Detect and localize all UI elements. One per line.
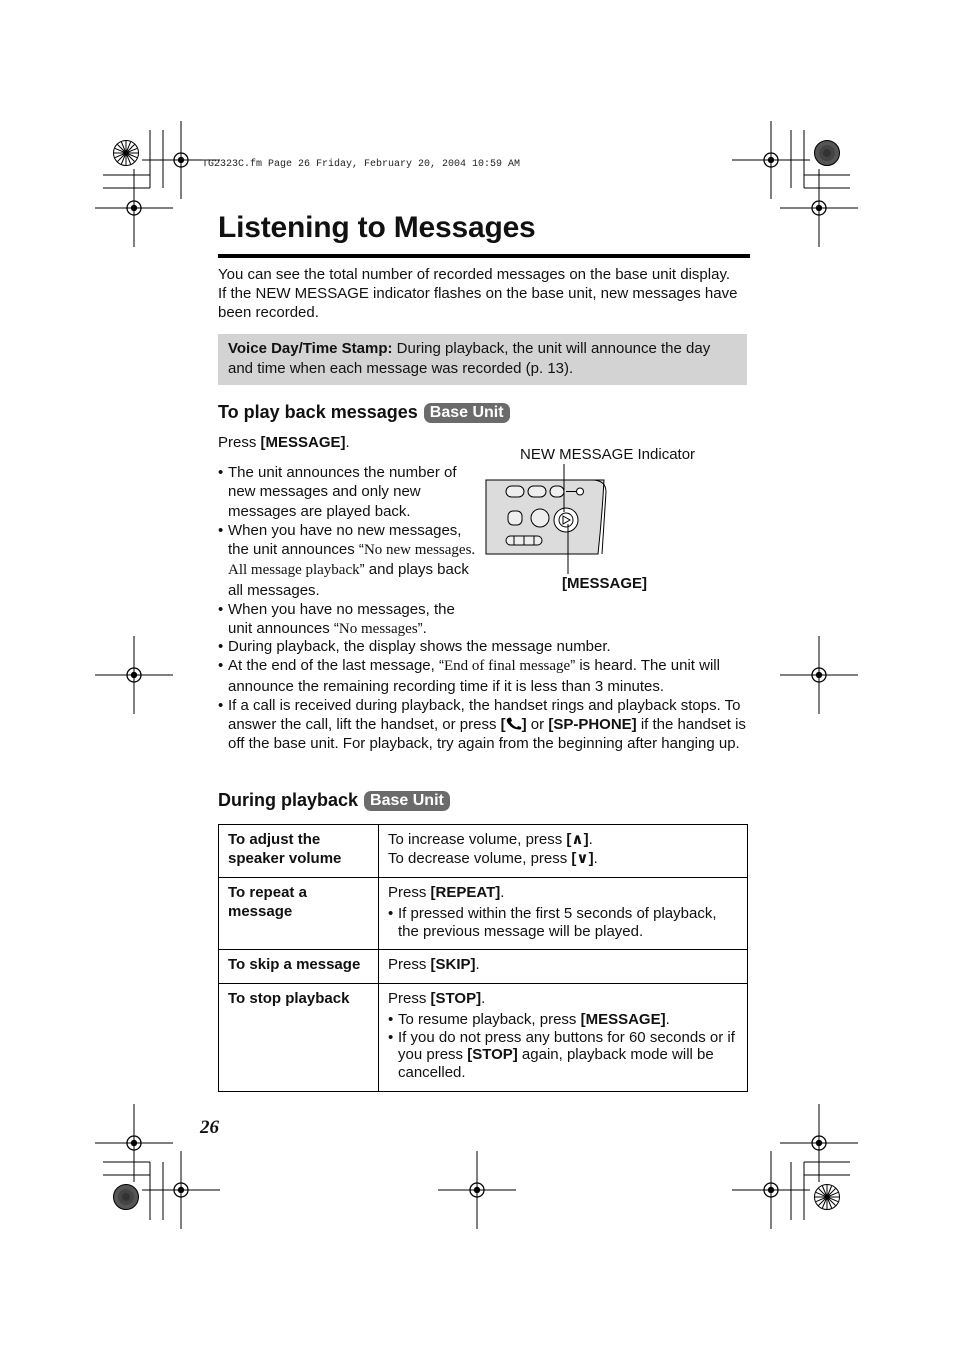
cell-text: To decrease volume, press <box>388 850 572 867</box>
table-row <box>219 878 748 950</box>
cell-text: To increase volume, press <box>388 831 567 848</box>
bracket: ] <box>521 716 527 734</box>
base-unit-badge: Base Unit <box>424 403 510 423</box>
bracket: [ <box>500 716 506 734</box>
registration-target-icon <box>114 141 139 166</box>
crosshair-icon <box>780 636 858 714</box>
press-message-instruction <box>218 434 350 451</box>
crosshair-icon <box>780 169 858 247</box>
row-content <box>379 984 748 1092</box>
note-label: Voice Day/Time Stamp: <box>228 340 393 357</box>
bullet-text: ”. <box>417 620 427 638</box>
cell-text: To resume playback, press <box>398 1011 581 1028</box>
bullet-text: The unit announces the number of new messages and only new messages are played back. <box>228 464 457 520</box>
repeat-key: [REPEAT] <box>430 884 501 901</box>
crosshair-icon <box>732 1151 810 1229</box>
crosshair-icon <box>780 1104 858 1182</box>
table-row <box>219 984 748 1092</box>
base-unit-illustration <box>484 462 614 574</box>
period: . <box>665 1011 670 1028</box>
list-item <box>218 637 748 656</box>
bullet-text: If a call is received during playback, the handset rings and playback stops. To answer the call, lift the handset, or press <box>228 696 741 734</box>
cell-text: If you do not press any buttons for 60 seconds or if you press <box>398 1028 735 1063</box>
phone-handset-icon <box>506 717 522 730</box>
cell-text: Press <box>388 884 431 901</box>
row-label: To stop playback <box>219 984 379 1092</box>
list-item <box>218 696 748 754</box>
bullet-text: At the end of the last message, “ <box>228 657 444 675</box>
row-label: To repeat a message <box>219 878 379 950</box>
voice-prompt: No new messages. All message playback <box>228 542 476 579</box>
playback-table <box>218 824 748 1092</box>
table-row <box>219 950 748 984</box>
cell-text: Press <box>388 990 431 1007</box>
registration-target-icon <box>815 141 840 166</box>
bullet-text: or <box>526 716 549 734</box>
volume-up-key: [∧] <box>566 831 589 848</box>
row-content <box>379 825 748 878</box>
list-item <box>388 1029 738 1082</box>
crosshair-icon <box>142 1151 220 1229</box>
row-content <box>379 950 748 984</box>
bullet-list-upper <box>218 463 476 640</box>
bullet-text: When you have no new messages, the unit announces “ <box>228 521 462 559</box>
page-number: 26 <box>200 1117 219 1138</box>
title-rule <box>218 254 750 258</box>
new-message-indicator-label: NEW MESSAGE Indicator <box>520 446 696 463</box>
crosshair-icon <box>95 636 173 714</box>
note-text <box>228 339 733 379</box>
press-text: Press <box>218 434 261 451</box>
base-unit-badge: Base Unit <box>364 791 450 811</box>
bullet-text: if the handset is off the base unit. For playback, try again from the beginning after hanging up. <box>228 716 746 753</box>
period: . <box>475 956 480 973</box>
period: . <box>345 434 350 451</box>
page-title: Listening to Messages <box>218 211 536 244</box>
crosshair-icon <box>95 169 173 247</box>
registration-target-icon <box>815 1185 840 1210</box>
voice-stamp-note <box>218 334 747 385</box>
sub-list <box>388 1011 738 1081</box>
period: . <box>481 990 486 1007</box>
skip-key: [SKIP] <box>430 956 476 973</box>
cell-text: again, playback mode will be cancelled. <box>398 1046 714 1081</box>
section-heading-text: During playback <box>218 790 359 810</box>
voice-prompt: End of final message <box>443 658 571 675</box>
bullet-list-lower <box>218 637 748 754</box>
message-button-label: [MESSAGE] <box>562 575 648 592</box>
sp-phone-key: [SP-PHONE] <box>548 716 637 734</box>
row-content <box>379 878 748 950</box>
crosshair-icon <box>732 121 810 199</box>
crosshair-icon <box>438 1151 516 1229</box>
list-item: • If pressed within the first 5 seconds of playback, the previous message will be played. <box>388 905 738 940</box>
period: . <box>500 884 505 901</box>
section-heading-play-back <box>218 402 510 423</box>
list-item <box>218 463 476 521</box>
period: . <box>593 850 598 867</box>
section-heading-text: To play back messages <box>218 402 418 422</box>
intro-paragraph: You can see the total number of recorded messages on the base unit display. If the NEW MESSAGE indicator flashes on the base unit, new messages have been recorded. <box>218 266 738 321</box>
stop-key: [STOP] <box>467 1046 518 1063</box>
list-item <box>218 600 476 640</box>
bullet-text: ” and plays back all messages. <box>228 561 469 599</box>
message-key: [MESSAGE] <box>260 434 346 451</box>
note-body: During playback, the unit will announce the day and time when each message was recorded (p. 13). <box>228 340 711 377</box>
list-item <box>218 656 748 696</box>
registration-target-icon <box>114 1185 139 1210</box>
message-key: [MESSAGE] <box>580 1011 666 1028</box>
stop-key: [STOP] <box>430 990 482 1007</box>
cell-text: Press <box>388 956 431 973</box>
list-item <box>388 1011 738 1029</box>
row-label: To skip a message <box>219 950 379 984</box>
voice-prompt: No messages <box>338 621 418 638</box>
crosshair-icon <box>95 1104 173 1182</box>
file-stamp: TG2323C.fm Page 26 Friday, February 20, 2004 10:59 AM <box>202 159 521 170</box>
bullet-text: When you have no messages, the unit announces “ <box>228 601 455 638</box>
table-row <box>219 825 748 878</box>
row-label: To adjust the speaker volume <box>219 825 379 878</box>
list-item <box>218 521 476 600</box>
section-heading-during-playback <box>218 790 450 811</box>
volume-down-key: [∨] <box>571 850 594 867</box>
sub-list <box>388 905 738 940</box>
period: . <box>588 831 593 848</box>
bullet-text: ” is heard. The unit will announce the remaining recording time if it is less than 3 minutes. <box>228 657 720 695</box>
bullet-text: During playback, the display shows the message number. <box>228 638 611 655</box>
